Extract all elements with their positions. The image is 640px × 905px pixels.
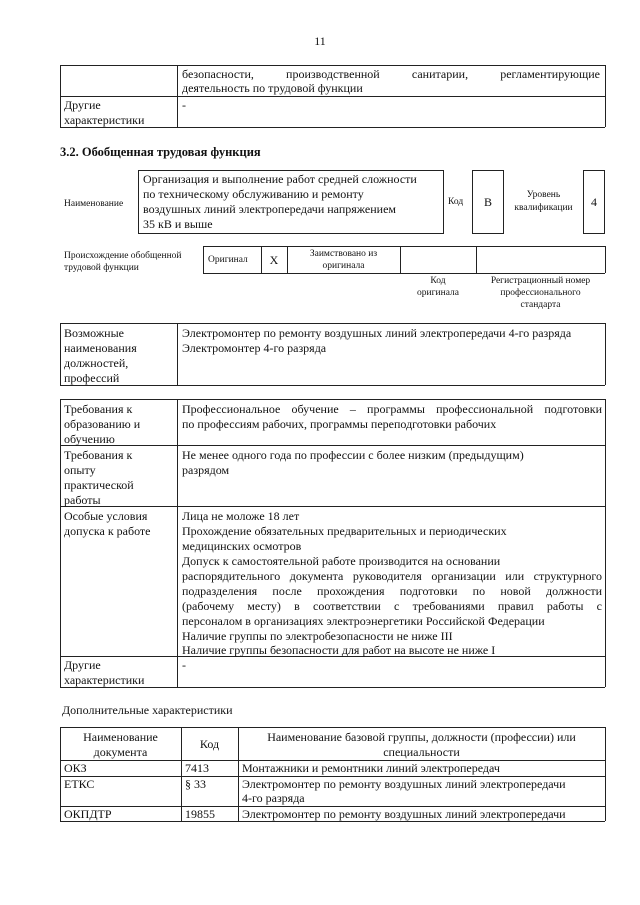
table-row-code: 7413 bbox=[185, 761, 209, 775]
table-row-doc: ЕТКС bbox=[64, 777, 95, 791]
admission-value-line1: Лица не моложе 18 лет bbox=[182, 509, 300, 523]
page-number: 11 bbox=[314, 34, 326, 48]
experience-label-line2: опыту bbox=[64, 463, 96, 477]
origin-label-line2: трудовой функции bbox=[64, 263, 139, 273]
positions-value-line1: Электромонтер по ремонту воздушных линий электропередачи 4-го разряда bbox=[182, 326, 572, 340]
table-row-doc: ОКЗ bbox=[64, 761, 87, 775]
admission-value-line7: (рабочему месту) в соответствии с требованиями правил работы с bbox=[182, 599, 602, 613]
experience-label-line1: Требования к bbox=[64, 448, 133, 462]
admission-value-line4: Допуск к самостоятельной работе производится на основании bbox=[182, 554, 501, 568]
table-row-name: Электромонтер по ремонту воздушных линий электропередачи bbox=[242, 807, 566, 821]
origin-code-caption-line2: оригинала bbox=[417, 288, 459, 298]
positions-label-line4: профессий bbox=[64, 371, 120, 385]
function-level-label-line1: Уровень bbox=[526, 190, 561, 200]
admission-label-line1: Особые условия bbox=[64, 509, 148, 523]
origin-reg-caption-line3: стандарта bbox=[520, 300, 561, 310]
origin-original-mark: X bbox=[269, 253, 279, 267]
experience-value-line1: Не менее одного года по профессии с более низким (предыдущим) bbox=[182, 448, 524, 462]
table-row-name: Электромонтер по ремонту воздушных линий электропередачи bbox=[242, 777, 566, 791]
origin-borrowed-line1: Заимствовано из bbox=[309, 249, 378, 259]
additional-header-name-line2: специальности bbox=[383, 745, 460, 759]
experience-value-line2: разрядом bbox=[182, 463, 230, 477]
admission-value-line2: Прохождение обязательных предварительных и периодических bbox=[182, 524, 507, 538]
origin-original-label: Оригинал bbox=[208, 255, 248, 265]
function-name-line1: Организация и выполнение работ средней сложности bbox=[143, 172, 417, 186]
section-title: 3.2. Обобщенная трудовая функция bbox=[60, 145, 261, 159]
admission-value-line10: Наличие группы безопасности для работ на высоте не ниже I bbox=[182, 643, 496, 657]
top-row1-line1: безопасности, производственной санитарии, регламентирующие bbox=[182, 67, 600, 81]
table-row-doc: ОКПДТР bbox=[64, 807, 112, 821]
origin-label-line1: Происхождение обобщенной bbox=[64, 251, 182, 261]
other-label-line1: Другие bbox=[64, 658, 101, 672]
education-label-line1: Требования к bbox=[64, 402, 133, 416]
table-row-code: 19855 bbox=[185, 807, 215, 821]
origin-code-caption-line1: Код bbox=[430, 276, 446, 286]
additional-header-code: Код bbox=[199, 737, 220, 751]
function-code-label: Код bbox=[448, 197, 464, 207]
education-value-line1: Профессиональное обучение – программы профессиональной подготовки bbox=[182, 402, 602, 416]
function-name-line3: воздушных линий электропередачи напряжением bbox=[143, 202, 397, 216]
function-name-line4: 35 кВ и выше bbox=[143, 217, 213, 231]
admission-value-line6: подразделения после прохождения подготовки по новой должности bbox=[182, 584, 602, 598]
additional-header-name-line1: Наименование базовой группы, должности (профессии) или bbox=[267, 730, 576, 744]
table-row-name: Монтажники и ремонтники линий электропередач bbox=[242, 761, 500, 775]
admission-value-line3: медицинских осмотров bbox=[182, 539, 302, 553]
other-label-line2: характеристики bbox=[64, 673, 145, 687]
experience-label-line3: практической bbox=[64, 478, 134, 492]
function-level-label-line2: квалификации bbox=[514, 203, 573, 213]
additional-header-doc-line2: документа bbox=[93, 745, 148, 759]
positions-label-line2: наименования bbox=[64, 341, 137, 355]
admission-value-line9: Наличие группы по электробезопасности не ниже III bbox=[182, 629, 453, 643]
top-row1-line2: деятельность по трудовой функции bbox=[182, 81, 363, 95]
origin-reg-caption-line1: Регистрационный номер bbox=[490, 276, 591, 286]
origin-reg-caption-line2: профессионального bbox=[500, 288, 581, 298]
positions-label-line1: Возможные bbox=[64, 326, 124, 340]
admission-value-line8: персоналом в организациях электроэнергетики Российской Федерации bbox=[182, 614, 545, 628]
top-row2-label: Другие характеристики bbox=[64, 98, 145, 127]
origin-borrowed-line2: оригинала bbox=[322, 261, 365, 271]
education-label-line3: обучению bbox=[64, 432, 115, 446]
positions-value-line2: Электромонтер 4-го разряда bbox=[182, 341, 327, 355]
table-row-code: § 33 bbox=[185, 777, 206, 791]
function-level-value: 4 bbox=[591, 195, 597, 209]
experience-label-line4: работы bbox=[64, 493, 101, 507]
admission-value-line5: распорядительного документа руководителя организации или структурного bbox=[182, 569, 602, 583]
other-value: - bbox=[182, 658, 186, 672]
function-name-line2: по техническому обслуживанию и ремонту bbox=[143, 187, 364, 201]
additional-title: Дополнительные характеристики bbox=[62, 703, 233, 717]
function-code-value: B bbox=[483, 195, 492, 209]
education-label-line2: образованию и bbox=[64, 417, 141, 431]
admission-label-line2: допуска к работе bbox=[64, 524, 151, 538]
positions-label-line3: должностей, bbox=[64, 356, 129, 370]
education-value-line2: по профессиям рабочих, программы переподготовки рабочих bbox=[182, 417, 497, 431]
top-row2-value: - bbox=[182, 98, 186, 112]
function-name-label: Наименование bbox=[64, 199, 124, 209]
table-row-name-cont: 4-го разряда bbox=[242, 791, 305, 805]
additional-header-doc-line1: Наименование bbox=[83, 730, 158, 744]
